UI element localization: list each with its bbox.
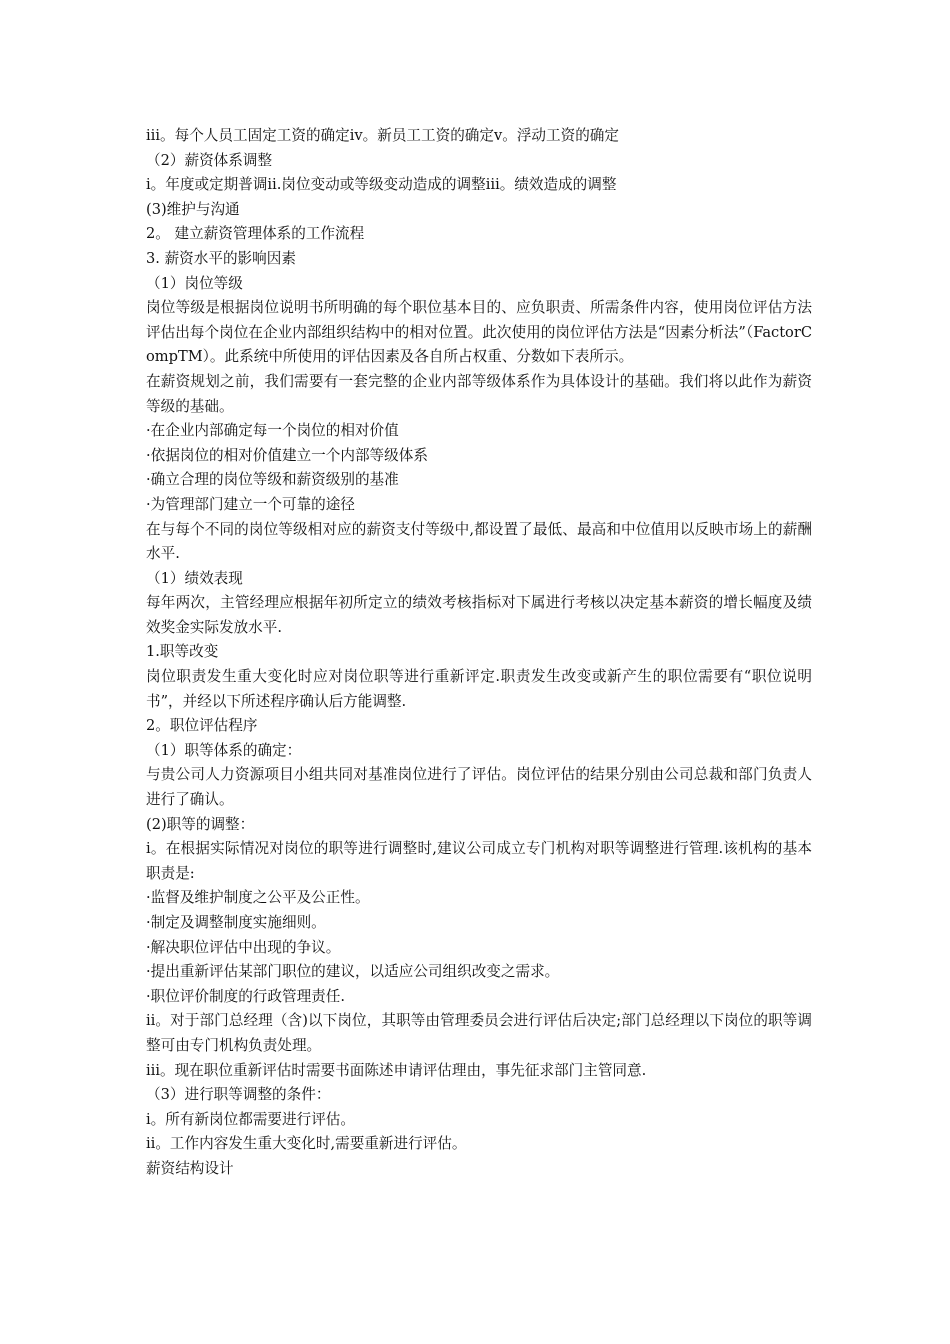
section-heading: (3)维护与沟通 bbox=[146, 200, 240, 218]
text-line: ⅱ。工作内容发生重大变化时,需要重新进行评估。 bbox=[146, 1135, 467, 1153]
section-heading: (2)职等的调整： bbox=[146, 815, 255, 833]
section-heading: （2）薪资体系调整 bbox=[146, 151, 273, 169]
paragraph: 在与每个不同的岗位等级相对应的薪资支付等级中,都设置了最低、最高和中位值用以反映市场上的薪酬水平. bbox=[146, 520, 812, 563]
text-line: ⅰ。年度或定期普调ⅱ.岗位变动或等级变动造成的调整ⅲ。绩效造成的调整 bbox=[146, 176, 617, 194]
section-heading: （1）岗位等级 bbox=[146, 274, 243, 292]
section-heading: （1）职等体系的确定： bbox=[146, 741, 302, 759]
section-heading: 2。职位评估程序 bbox=[146, 717, 258, 735]
bullet-item: ·提出重新评估某部门职位的建议，以适应公司组织改变之需求。 bbox=[146, 963, 560, 981]
paragraph: 每年两次，主管经理应根据年初所定立的绩效考核指标对下属进行考核以决定基本薪资的增长幅度及绩效奖金实际发放水平. bbox=[146, 594, 812, 636]
bullet-item: ·为管理部门建立一个可靠的途径 bbox=[146, 495, 355, 513]
paragraph: 岗位等级是根据岗位说明书所明确的每个职位基本目的、应负职责、所需条件内容，使用岗位评估方法评估出每个岗位在企业内部组织结构中的相对位置。此次使用的岗位评估方法是“因素分析法”（FactorCompTM）。此系统中所使用的评估因素及各自所占权重、分数如下表所示。 bbox=[146, 299, 812, 366]
text-line: ⅰ。所有新岗位都需要进行评估。 bbox=[146, 1110, 355, 1128]
bullet-item: ·确立合理的岗位等级和薪资级别的基准 bbox=[146, 471, 399, 489]
section-heading: 1.职等改变 bbox=[146, 643, 219, 661]
paragraph: ⅰ。在根据实际情况对岗位的职等进行调整时,建议公司成立专门机构对职等调整进行管理.该机构的基本职责是: bbox=[146, 840, 812, 882]
paragraph: ⅱ。对于部门总经理（含)以下岗位，其职等由管理委员会进行评估后决定;部门总经理以下岗位的职等调整可由专门机构负责处理。 bbox=[146, 1012, 812, 1054]
bullet-item: ·在企业内部确定每一个岗位的相对价值 bbox=[146, 422, 399, 440]
section-heading: （3）进行职等调整的条件： bbox=[146, 1086, 331, 1104]
section-heading: 2。 建立薪资管理体系的工作流程 bbox=[146, 225, 365, 243]
bullet-item: ·制定及调整制度实施细则。 bbox=[146, 914, 326, 931]
text-line: ⅲ。每个人员工固定工资的确定ⅳ。新员工工资的确定ⅴ。浮动工资的确定 bbox=[146, 127, 619, 144]
bullet-item: ·依据岗位的相对价值建立一个内部等级体系 bbox=[146, 446, 428, 464]
paragraph: 在薪资规划之前，我们需要有一套完整的企业内部等级体系作为具体设计的基础。我们将以此作为薪资等级的基础。 bbox=[146, 372, 812, 415]
bullet-item: ·职位评价制度的行政管理责任. bbox=[146, 987, 345, 1005]
bullet-item: ·监督及维护制度之公平及公正性。 bbox=[146, 889, 370, 907]
text-line: ⅲ。现在职位重新评估时需要书面陈述申请评估理由，事先征求部门主管同意. bbox=[146, 1061, 647, 1079]
section-heading: （1）绩效表现 bbox=[146, 569, 243, 587]
section-heading: 3. 薪资水平的影响因素 bbox=[146, 249, 296, 267]
paragraph: 岗位职责发生重大变化时应对岗位职等进行重新评定.职责发生改变或新产生的职位需要有“职位说明书”，并经以下所述程序确认后方能调整. bbox=[146, 668, 812, 710]
document-body bbox=[146, 124, 812, 1182]
section-heading: 薪资结构设计 bbox=[146, 1159, 234, 1177]
bullet-item: ·解决职位评估中出现的争议。 bbox=[146, 938, 341, 956]
paragraph: 与贵公司人力资源项目小组共同对基准岗位进行了评估。岗位评估的结果分别由公司总裁和部门负责人进行了确认。 bbox=[146, 766, 812, 809]
